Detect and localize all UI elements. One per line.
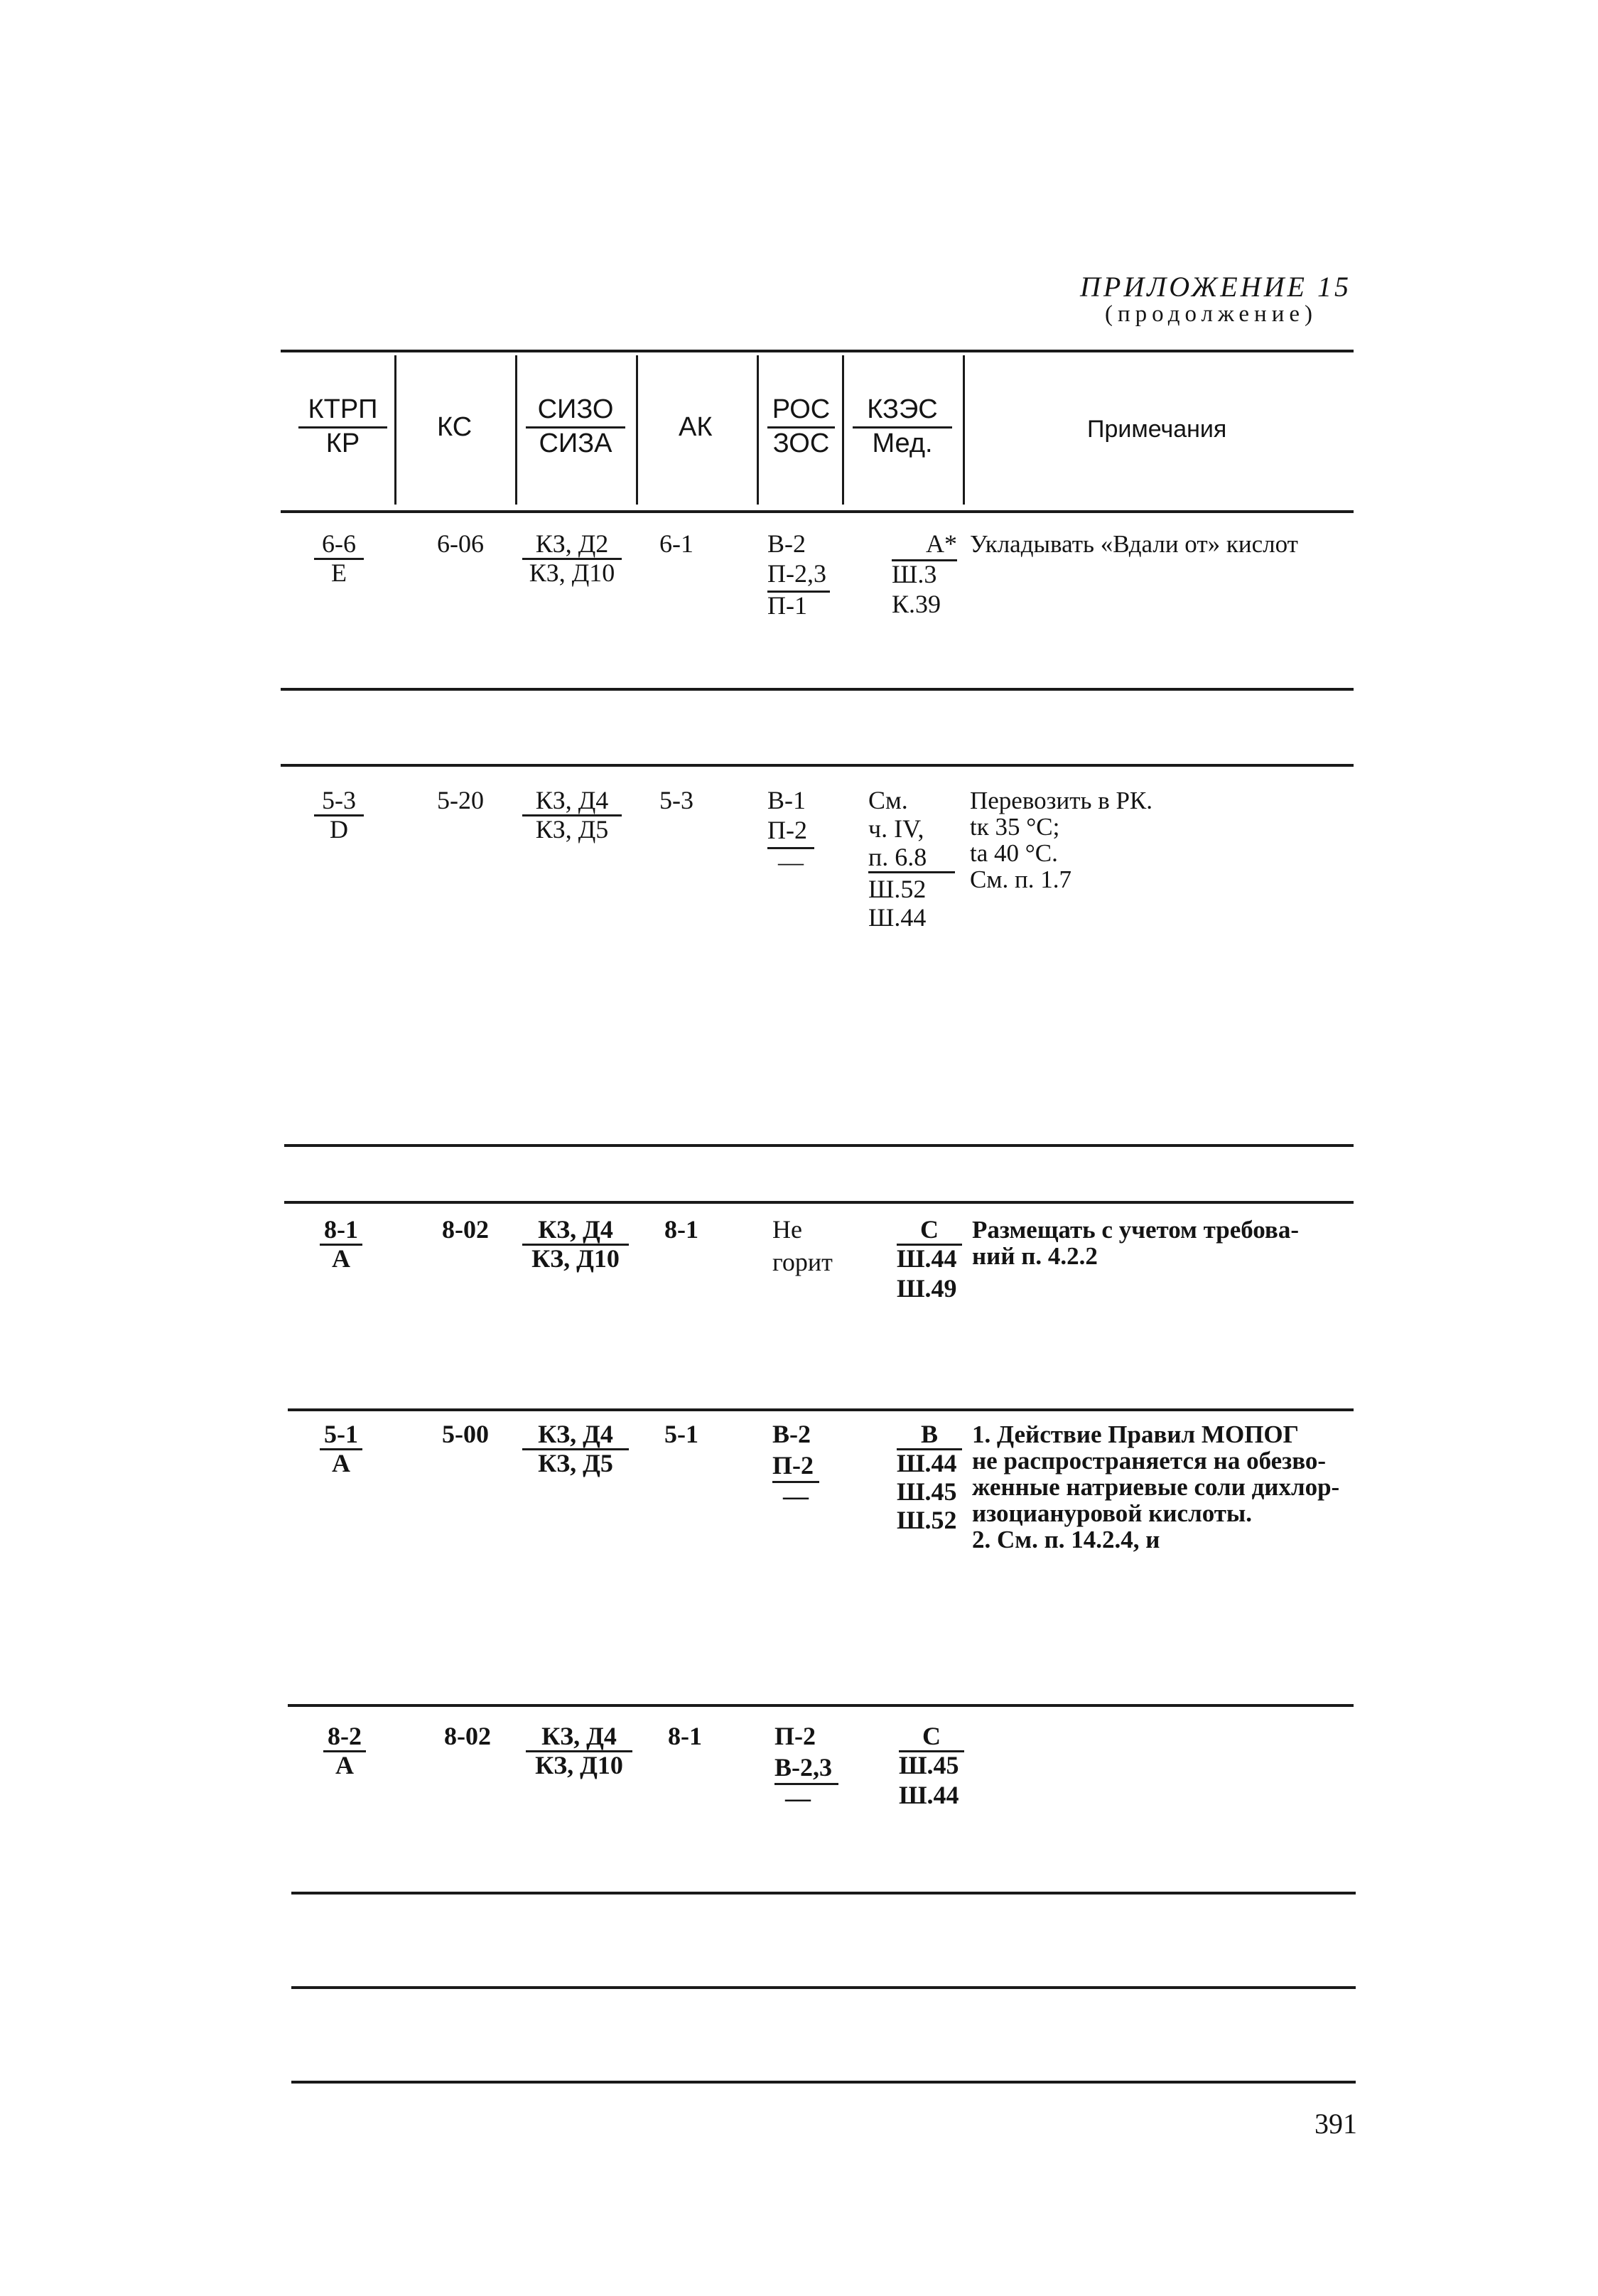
row3-ros-1: Не (772, 1215, 802, 1244)
row2-kzes-4: Ш.52 (868, 875, 927, 903)
row3-ktrp-value: 8-1 (320, 1217, 362, 1246)
header-sizo-label: СИЗО (526, 394, 625, 429)
row3-ros-2: горит (772, 1248, 833, 1276)
continued-label: (продолжение) (1105, 301, 1317, 327)
row5-ros-2: В-2,3 (774, 1755, 838, 1785)
header-kr-label: КР (325, 429, 360, 458)
row3-kzes-1: С (897, 1217, 962, 1246)
row5-ros (774, 1723, 838, 1813)
row5-sizo (526, 1723, 632, 1778)
header-ros-label: РОС (767, 394, 835, 429)
row4-note-4: изоциануровой кислоты. (972, 1499, 1253, 1527)
row2-note-1: Перевозить в РК. (970, 787, 1153, 814)
row5-siza-value: КЗ, Д10 (535, 1751, 623, 1779)
row2-kzes (868, 787, 955, 933)
row-rule (291, 1892, 1356, 1895)
header-siza-label: СИЗА (539, 429, 612, 458)
row2-kzes-2: ч. IV, (868, 814, 924, 843)
row1-ak: 6-1 (659, 529, 693, 558)
row2-kzes-3: п. 6.8 (868, 844, 955, 873)
row3-note-2: ний п. 4.2.2 (972, 1242, 1098, 1270)
row1-ros-3: П-1 (767, 591, 807, 620)
row2-note-4: См. п. 1.7 (970, 866, 1071, 893)
row4-note-3: женные натриевые соли дихлор- (972, 1473, 1340, 1501)
row-rule (281, 764, 1354, 767)
row1-sizo-value: КЗ, Д2 (522, 531, 622, 560)
row5-ktrp-value: 8-2 (323, 1723, 366, 1752)
row4-notes (972, 1421, 1339, 1553)
row1-ros (767, 531, 830, 621)
row3-ros (772, 1217, 833, 1279)
table-top-rule (281, 350, 1354, 352)
row1-ros-2: П-2,3 (767, 561, 830, 593)
col-sep (394, 355, 396, 505)
row1-sizo (522, 531, 622, 586)
row4-kzes-3: Ш.45 (897, 1477, 957, 1506)
row1-ros-1: В-2 (767, 529, 806, 558)
row2-ktrp-value: 5-3 (314, 787, 364, 816)
row2-kzes-5: Ш.44 (868, 903, 927, 932)
row3-ak: 8-1 (664, 1215, 698, 1244)
row4-siza-value: КЗ, Д5 (538, 1449, 613, 1477)
row3-kr-value: А (332, 1244, 350, 1273)
row3-ks: 8-02 (442, 1215, 489, 1244)
row4-ros-3: — (783, 1482, 809, 1510)
row4-note-2: не распространяется на обезво- (972, 1447, 1327, 1475)
row3-kzes (897, 1217, 962, 1304)
row4-kzes (897, 1421, 962, 1536)
header-med-label: Мед. (872, 429, 933, 458)
row2-notes (970, 787, 1152, 893)
row2-note-2: tк 35 °С; (970, 813, 1060, 841)
page-number: 391 (1314, 2108, 1357, 2140)
row5-kzes-1: С (899, 1723, 964, 1752)
row4-kzes-4: Ш.52 (897, 1506, 957, 1534)
header-ak: АК (679, 412, 713, 442)
row1-notes (970, 531, 1298, 557)
row5-ros-1: П-2 (774, 1722, 816, 1750)
header-notes: Примечания (1087, 416, 1227, 443)
row4-ros (772, 1421, 819, 1511)
row5-kzes (899, 1723, 964, 1811)
row1-note-1: Укладывать «Вдали от» кислот (970, 530, 1298, 558)
row3-kzes-2: Ш.44 (897, 1244, 957, 1273)
row2-ros-1: В-1 (767, 786, 806, 814)
header-ktrp (298, 394, 387, 459)
row4-kzes-1: В (897, 1421, 962, 1450)
row2-sizo (522, 787, 622, 842)
row-rule (284, 1201, 1354, 1204)
row5-ks: 8-02 (444, 1722, 491, 1750)
header-kzes-label: КЗЭС (853, 394, 952, 429)
header-ros (767, 394, 835, 459)
header-zos-label: ЗОС (772, 429, 830, 458)
header-ktrp-label: КТРП (298, 394, 387, 429)
appendix-title: ПРИЛОЖЕНИЕ 15 (1080, 271, 1351, 303)
row2-ks: 5-20 (437, 786, 484, 814)
row4-note-5: 2. См. п. 14.2.4, и (972, 1526, 1160, 1553)
col-sep (515, 355, 517, 505)
row1-ktrp (314, 531, 364, 586)
row1-kr-value: Е (331, 559, 347, 587)
row3-notes (972, 1217, 1299, 1269)
row4-sizo-value: КЗ, Д4 (522, 1421, 629, 1450)
col-sep (757, 355, 759, 505)
row4-ktrp-value: 5-1 (320, 1421, 362, 1450)
row2-ktrp (314, 787, 364, 842)
row1-ktrp-value: 6-6 (314, 531, 364, 560)
row2-siza-value: КЗ, Д5 (535, 815, 609, 844)
row-rule (281, 688, 1354, 691)
row5-ktrp (323, 1723, 366, 1778)
row3-kzes-3: Ш.49 (897, 1274, 957, 1303)
col-sep (636, 355, 638, 505)
row2-ros (767, 787, 814, 878)
row3-siza-value: КЗ, Д10 (531, 1244, 620, 1273)
col-sep (842, 355, 844, 505)
row-rule (291, 2081, 1356, 2084)
row2-kzes-1: См. (868, 786, 908, 814)
header-sizo (526, 394, 625, 459)
row5-sizo-value: КЗ, Д4 (526, 1723, 632, 1752)
row1-siza-value: КЗ, Д10 (529, 559, 615, 587)
header-ks: КС (437, 412, 473, 442)
row-rule (288, 1408, 1354, 1411)
row4-kzes-2: Ш.44 (897, 1449, 957, 1477)
row5-ros-3: — (785, 1784, 811, 1812)
row3-ktrp (320, 1217, 362, 1271)
row2-ros-3: — (778, 848, 804, 876)
row1-kzes-2: Ш.3 (892, 560, 937, 588)
row3-sizo (522, 1217, 629, 1271)
row2-sizo-value: КЗ, Д4 (522, 787, 622, 816)
row5-kr-value: А (335, 1751, 354, 1779)
row4-ros-1: В-2 (772, 1420, 811, 1448)
row4-ktrp (320, 1421, 362, 1476)
row4-ros-2: П-2 (772, 1452, 819, 1483)
row4-sizo (522, 1421, 629, 1476)
row4-kr-value: А (332, 1449, 350, 1477)
table-header-rule (281, 510, 1354, 513)
row1-kzes-1: А* (892, 531, 957, 561)
row-rule (291, 1986, 1356, 1989)
row2-ak: 5-3 (659, 786, 693, 814)
row2-ros-2: П-2 (767, 817, 814, 849)
col-sep (963, 355, 965, 505)
row5-kzes-3: Ш.44 (899, 1781, 959, 1809)
row-rule (288, 1704, 1354, 1707)
row4-ks: 5-00 (442, 1420, 489, 1448)
row3-note-1: Размещать с учетом требова- (972, 1216, 1299, 1244)
row5-kzes-2: Ш.45 (899, 1751, 959, 1779)
row1-ks: 6-06 (437, 529, 484, 558)
row2-kr-value: D (330, 815, 348, 844)
row-rule (284, 1144, 1354, 1147)
row1-kzes (892, 531, 957, 620)
row4-note-1: 1. Действие Правил МОПОГ (972, 1421, 1299, 1448)
row5-ak: 8-1 (668, 1722, 702, 1750)
row4-ak: 5-1 (664, 1420, 698, 1448)
header-kzes (853, 394, 952, 459)
row3-sizo-value: КЗ, Д4 (522, 1217, 629, 1246)
row2-note-3: tа 40 °С. (970, 839, 1058, 867)
row1-kzes-3: К.39 (892, 590, 941, 618)
